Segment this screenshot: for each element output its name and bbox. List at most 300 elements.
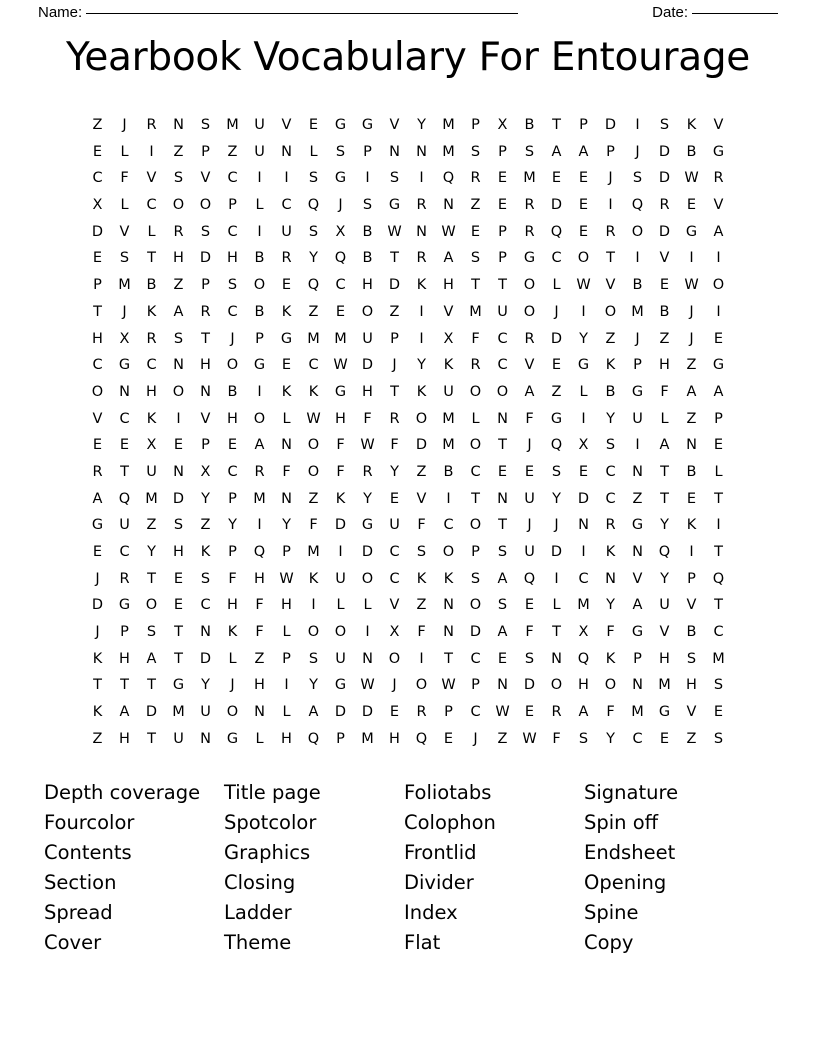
grid-cell[interactable]: W (360, 437, 375, 454)
grid-cell[interactable]: Q (307, 277, 320, 294)
grid-cell[interactable]: J (338, 197, 343, 214)
grid-cell[interactable]: G (361, 117, 374, 133)
grid-cell[interactable]: T (174, 624, 183, 641)
grid-cell[interactable]: M (577, 597, 590, 614)
grid-cell[interactable]: P (633, 357, 642, 374)
grid-cell[interactable]: D (550, 544, 563, 560)
grid-cell[interactable]: M (442, 143, 455, 160)
grid-cell[interactable]: F (228, 570, 237, 587)
grid-cell[interactable]: P (93, 277, 102, 294)
grid-cell[interactable]: H (173, 250, 184, 267)
grid-cell[interactable]: I (689, 250, 694, 267)
grid-cell[interactable]: Z (659, 330, 670, 347)
grid-cell[interactable]: H (443, 277, 454, 294)
grid-cell[interactable]: J (527, 517, 532, 534)
grid-cell[interactable]: K (416, 383, 427, 400)
grid-cell[interactable]: N (443, 624, 454, 641)
grid-cell[interactable]: G (523, 250, 536, 267)
grid-cell[interactable]: C (227, 223, 238, 240)
grid-cell[interactable]: V (605, 277, 616, 294)
grid-cell[interactable]: C (713, 624, 724, 641)
grid-cell[interactable]: O (469, 517, 482, 534)
grid-cell[interactable]: P (201, 277, 210, 294)
grid-cell[interactable]: O (307, 624, 320, 641)
grid-cell[interactable]: T (471, 277, 480, 294)
grid-cell[interactable]: V (686, 597, 697, 614)
grid-cell[interactable]: M (118, 277, 131, 294)
grid-cell[interactable]: E (497, 463, 508, 480)
grid-cell[interactable]: Q (334, 250, 347, 267)
grid-cell[interactable]: D (91, 597, 104, 614)
grid-cell[interactable]: Y (201, 490, 210, 507)
grid-cell[interactable]: X (578, 437, 589, 454)
grid-cell[interactable]: O (145, 597, 158, 614)
grid-cell[interactable]: A (578, 143, 589, 160)
grid-cell[interactable]: E (659, 730, 670, 747)
grid-cell[interactable]: J (230, 677, 235, 694)
grid-cell[interactable]: G (172, 677, 185, 694)
grid-cell[interactable]: R (362, 463, 373, 480)
grid-cell[interactable]: F (525, 410, 534, 427)
grid-cell[interactable]: A (713, 383, 724, 400)
grid-cell[interactable]: G (631, 624, 644, 641)
grid-cell[interactable]: C (497, 330, 508, 347)
grid-cell[interactable]: H (389, 730, 400, 747)
grid-cell[interactable]: I (581, 544, 586, 560)
grid-cell[interactable]: J (95, 570, 100, 587)
grid-cell[interactable]: E (578, 170, 589, 187)
grid-cell[interactable]: S (173, 330, 184, 347)
grid-cell[interactable]: Q (415, 730, 428, 747)
grid-cell[interactable]: U (254, 143, 265, 160)
grid-cell[interactable]: M (172, 704, 185, 721)
grid-cell[interactable]: S (200, 570, 211, 587)
grid-cell[interactable]: R (200, 303, 211, 320)
grid-cell[interactable]: M (307, 544, 320, 560)
grid-cell[interactable]: J (392, 677, 397, 694)
grid-cell[interactable]: L (552, 277, 561, 294)
grid-cell[interactable]: Q (442, 170, 455, 187)
grid-cell[interactable]: N (281, 490, 292, 507)
grid-cell[interactable]: U (200, 704, 211, 721)
grid-cell[interactable]: I (284, 677, 289, 694)
grid-cell[interactable]: E (443, 730, 454, 747)
grid-cell[interactable]: P (201, 437, 210, 454)
grid-cell[interactable]: M (226, 117, 239, 133)
grid-cell[interactable]: U (173, 730, 184, 747)
grid-cell[interactable]: Y (660, 517, 669, 534)
grid-cell[interactable]: K (146, 410, 157, 427)
grid-cell[interactable]: L (120, 197, 129, 214)
grid-cell[interactable]: C (632, 730, 643, 747)
grid-cell[interactable]: N (173, 117, 184, 133)
grid-cell[interactable]: I (419, 650, 424, 667)
grid-cell[interactable]: G (118, 357, 131, 374)
grid-cell[interactable]: Z (308, 303, 319, 320)
grid-cell[interactable]: E (524, 704, 535, 721)
grid-cell[interactable]: Z (686, 357, 697, 374)
grid-cell[interactable]: H (254, 677, 265, 694)
grid-cell[interactable]: K (416, 570, 427, 587)
grid-cell[interactable]: C (281, 197, 292, 214)
grid-cell[interactable]: E (659, 277, 670, 294)
grid-cell[interactable]: F (417, 624, 426, 641)
grid-cell[interactable]: K (200, 544, 211, 560)
grid-cell[interactable]: R (605, 223, 616, 240)
grid-cell[interactable]: M (469, 303, 482, 320)
grid-cell[interactable]: S (713, 677, 724, 694)
grid-cell[interactable]: N (632, 677, 643, 694)
grid-cell[interactable]: X (335, 223, 346, 240)
grid-cell[interactable]: F (255, 597, 264, 614)
grid-cell[interactable]: A (578, 704, 589, 721)
grid-cell[interactable]: Y (363, 490, 372, 507)
grid-cell[interactable]: E (470, 223, 481, 240)
grid-cell[interactable]: I (689, 544, 694, 560)
grid-cell[interactable]: E (119, 437, 130, 454)
grid-cell[interactable]: R (146, 330, 157, 347)
grid-cell[interactable]: Q (307, 197, 320, 214)
grid-cell[interactable]: R (659, 197, 670, 214)
grid-cell[interactable]: P (687, 570, 696, 587)
grid-cell[interactable]: D (145, 704, 158, 721)
grid-cell[interactable]: M (712, 650, 725, 667)
grid-cell[interactable]: J (122, 303, 127, 320)
grid-cell[interactable]: H (146, 383, 157, 400)
grid-cell[interactable]: F (606, 624, 615, 641)
grid-cell[interactable]: C (227, 463, 238, 480)
grid-cell[interactable]: I (716, 517, 721, 534)
grid-cell[interactable]: B (254, 250, 265, 267)
grid-cell[interactable]: C (119, 544, 130, 560)
grid-cell[interactable]: K (92, 650, 103, 667)
grid-cell[interactable]: E (713, 437, 724, 454)
grid-cell[interactable]: D (361, 357, 374, 374)
grid-cell[interactable]: Y (417, 117, 426, 133)
grid-cell[interactable]: E (578, 197, 589, 214)
grid-cell[interactable]: V (659, 624, 670, 641)
grid-cell[interactable]: K (416, 277, 427, 294)
grid-cell[interactable]: O (253, 277, 266, 294)
grid-cell[interactable]: D (334, 704, 347, 721)
grid-cell[interactable]: I (419, 330, 424, 347)
grid-cell[interactable]: C (578, 570, 589, 587)
grid-cell[interactable]: T (471, 490, 480, 507)
grid-cell[interactable]: H (659, 357, 670, 374)
grid-cell[interactable]: I (311, 597, 316, 614)
grid-cell[interactable]: O (415, 410, 428, 427)
grid-cell[interactable]: R (389, 410, 400, 427)
grid-cell[interactable]: J (473, 730, 478, 747)
grid-cell[interactable]: K (281, 303, 292, 320)
word-search-grid[interactable] (84, 112, 732, 753)
grid-cell[interactable]: T (120, 677, 129, 694)
grid-cell[interactable]: Y (147, 544, 156, 560)
grid-cell[interactable]: E (92, 437, 103, 454)
grid-cell[interactable]: Z (308, 490, 319, 507)
grid-cell[interactable]: H (335, 410, 346, 427)
grid-cell[interactable]: D (199, 250, 212, 267)
grid-cell[interactable]: G (550, 410, 563, 427)
grid-cell[interactable]: B (686, 463, 697, 480)
grid-cell[interactable]: S (686, 650, 697, 667)
grid-cell[interactable]: T (714, 544, 723, 560)
grid-cell[interactable]: W (360, 677, 375, 694)
grid-cell[interactable]: L (147, 223, 156, 240)
grid-cell[interactable]: T (660, 490, 669, 507)
grid-cell[interactable]: C (551, 250, 562, 267)
grid-cell[interactable]: S (227, 277, 238, 294)
grid-cell[interactable]: J (554, 303, 559, 320)
grid-cell[interactable]: Y (606, 730, 615, 747)
grid-cell[interactable]: F (309, 517, 318, 534)
grid-cell[interactable]: B (632, 277, 643, 294)
grid-cell[interactable]: S (605, 437, 616, 454)
grid-cell[interactable]: T (714, 490, 723, 507)
grid-cell[interactable]: N (443, 197, 454, 214)
grid-cell[interactable]: A (632, 597, 643, 614)
grid-cell[interactable]: Z (173, 143, 184, 160)
grid-cell[interactable]: H (254, 570, 265, 587)
grid-cell[interactable]: L (471, 410, 480, 427)
grid-cell[interactable]: Z (254, 650, 265, 667)
grid-cell[interactable]: W (306, 410, 321, 427)
grid-cell[interactable]: F (471, 330, 480, 347)
grid-cell[interactable]: F (390, 437, 399, 454)
grid-cell[interactable]: S (173, 517, 184, 534)
grid-cell[interactable]: X (119, 330, 130, 347)
grid-cell[interactable]: S (524, 650, 535, 667)
grid-cell[interactable]: C (92, 170, 103, 187)
grid-cell[interactable]: K (146, 303, 157, 320)
grid-cell[interactable]: Y (660, 570, 669, 587)
grid-cell[interactable]: S (146, 624, 157, 641)
grid-cell[interactable]: O (577, 250, 590, 267)
grid-cell[interactable]: Y (201, 677, 210, 694)
grid-cell[interactable]: E (92, 544, 103, 560)
grid-cell[interactable]: A (497, 570, 508, 587)
grid-cell[interactable]: S (470, 143, 481, 160)
grid-cell[interactable]: M (631, 303, 644, 320)
grid-cell[interactable]: C (308, 357, 319, 374)
grid-cell[interactable]: W (441, 677, 456, 694)
grid-cell[interactable]: Q (253, 544, 266, 560)
grid-cell[interactable]: B (254, 303, 265, 320)
grid-cell[interactable]: G (334, 383, 347, 400)
grid-cell[interactable]: O (91, 383, 104, 400)
grid-cell[interactable]: M (253, 490, 266, 507)
grid-cell[interactable]: M (334, 330, 347, 347)
grid-cell[interactable]: E (281, 277, 292, 294)
grid-cell[interactable]: U (443, 383, 454, 400)
grid-cell[interactable]: T (660, 463, 669, 480)
grid-cell[interactable]: A (173, 303, 184, 320)
grid-cell[interactable]: J (608, 170, 613, 187)
grid-cell[interactable]: O (523, 303, 536, 320)
grid-cell[interactable]: S (416, 544, 427, 560)
grid-cell[interactable]: U (119, 517, 130, 534)
grid-cell[interactable]: S (659, 117, 670, 133)
grid-cell[interactable]: Y (417, 357, 426, 374)
grid-cell[interactable]: E (524, 597, 535, 614)
grid-cell[interactable]: X (389, 624, 400, 641)
grid-cell[interactable]: O (631, 223, 644, 240)
grid-cell[interactable]: N (389, 143, 400, 160)
grid-cell[interactable]: R (173, 223, 184, 240)
grid-cell[interactable]: I (419, 170, 424, 187)
grid-cell[interactable]: N (281, 437, 292, 454)
grid-cell[interactable]: V (524, 357, 535, 374)
grid-cell[interactable]: R (416, 250, 427, 267)
grid-cell[interactable]: S (578, 730, 589, 747)
grid-cell[interactable]: V (713, 197, 724, 214)
grid-cell[interactable]: Q (712, 570, 725, 587)
grid-cell[interactable]: L (714, 463, 723, 480)
grid-cell[interactable]: O (253, 410, 266, 427)
grid-cell[interactable]: Q (658, 544, 671, 560)
grid-cell[interactable]: R (281, 250, 292, 267)
grid-cell[interactable]: W (279, 570, 294, 587)
grid-cell[interactable]: Z (551, 383, 562, 400)
grid-cell[interactable]: R (524, 197, 535, 214)
grid-cell[interactable]: O (496, 383, 509, 400)
grid-cell[interactable]: L (282, 410, 291, 427)
grid-cell[interactable]: U (632, 410, 643, 427)
grid-cell[interactable]: T (174, 650, 183, 667)
grid-cell[interactable]: E (389, 490, 400, 507)
grid-cell[interactable]: I (257, 517, 262, 534)
grid-cell[interactable]: J (122, 117, 127, 133)
grid-cell[interactable]: E (335, 303, 346, 320)
grid-cell[interactable]: D (550, 330, 563, 347)
grid-cell[interactable]: C (227, 303, 238, 320)
grid-cell[interactable]: X (92, 197, 103, 214)
grid-cell[interactable]: M (307, 330, 320, 347)
grid-cell[interactable]: A (713, 223, 724, 240)
grid-cell[interactable]: O (550, 677, 563, 694)
grid-cell[interactable]: N (497, 677, 508, 694)
grid-cell[interactable]: M (361, 730, 374, 747)
grid-cell[interactable]: A (443, 250, 454, 267)
grid-cell[interactable]: O (469, 383, 482, 400)
grid-cell[interactable]: J (527, 437, 532, 454)
grid-cell[interactable]: O (388, 650, 401, 667)
grid-cell[interactable]: A (254, 437, 265, 454)
grid-cell[interactable]: H (119, 730, 130, 747)
grid-cell[interactable]: S (308, 223, 319, 240)
grid-cell[interactable]: U (362, 330, 373, 347)
grid-cell[interactable]: V (146, 170, 157, 187)
grid-cell[interactable]: O (172, 383, 185, 400)
grid-cell[interactable]: N (119, 383, 130, 400)
grid-cell[interactable]: E (173, 597, 184, 614)
grid-cell[interactable]: H (92, 330, 103, 347)
grid-cell[interactable]: A (686, 383, 697, 400)
grid-cell[interactable]: U (254, 117, 265, 133)
grid-cell[interactable]: E (524, 463, 535, 480)
grid-cell[interactable]: A (551, 143, 562, 160)
grid-cell[interactable]: Z (686, 410, 697, 427)
grid-cell[interactable]: P (471, 117, 480, 133)
grid-cell[interactable]: Z (416, 463, 427, 480)
grid-cell[interactable]: Z (605, 330, 616, 347)
grid-cell[interactable]: P (498, 223, 507, 240)
grid-cell[interactable]: F (282, 463, 291, 480)
grid-cell[interactable]: R (92, 463, 103, 480)
grid-cell[interactable]: L (552, 597, 561, 614)
grid-cell[interactable]: C (146, 357, 157, 374)
grid-cell[interactable]: Q (118, 490, 131, 507)
grid-cell[interactable]: C (92, 357, 103, 374)
grid-cell[interactable]: G (577, 357, 590, 374)
grid-cell[interactable]: Y (309, 677, 318, 694)
grid-cell[interactable]: Y (606, 410, 615, 427)
grid-cell[interactable]: E (686, 197, 697, 214)
grid-cell[interactable]: O (307, 437, 320, 454)
grid-cell[interactable]: C (335, 277, 346, 294)
grid-cell[interactable]: Y (579, 330, 588, 347)
grid-cell[interactable]: E (686, 490, 697, 507)
grid-cell[interactable]: G (712, 357, 725, 374)
grid-cell[interactable]: H (362, 277, 373, 294)
grid-cell[interactable]: D (658, 170, 671, 187)
grid-cell[interactable]: S (200, 223, 211, 240)
grid-cell[interactable]: T (201, 330, 210, 347)
grid-cell[interactable]: D (577, 490, 590, 507)
grid-cell[interactable]: T (93, 303, 102, 320)
grid-cell[interactable]: T (552, 624, 561, 641)
grid-cell[interactable]: T (498, 277, 507, 294)
grid-cell[interactable]: E (389, 704, 400, 721)
grid-cell[interactable]: Z (497, 730, 508, 747)
grid-cell[interactable]: G (658, 704, 671, 721)
grid-cell[interactable]: U (335, 570, 346, 587)
grid-cell[interactable]: E (713, 330, 724, 347)
grid-cell[interactable]: B (362, 223, 373, 240)
grid-cell[interactable]: S (389, 170, 400, 187)
grid-cell[interactable]: Y (228, 517, 237, 534)
grid-cell[interactable]: I (716, 303, 721, 320)
grid-cell[interactable]: V (632, 570, 643, 587)
grid-cell[interactable]: G (118, 597, 131, 614)
grid-cell[interactable]: S (524, 143, 535, 160)
grid-cell[interactable]: J (689, 303, 694, 320)
grid-cell[interactable]: P (228, 490, 237, 507)
grid-cell[interactable]: E (308, 117, 319, 133)
grid-cell[interactable]: G (280, 330, 293, 347)
grid-cell[interactable]: E (578, 463, 589, 480)
grid-cell[interactable]: L (228, 650, 237, 667)
grid-cell[interactable]: K (443, 570, 454, 587)
grid-cell[interactable]: O (604, 303, 617, 320)
grid-cell[interactable]: W (684, 170, 699, 187)
grid-cell[interactable]: D (658, 223, 671, 240)
grid-cell[interactable]: Q (631, 197, 644, 214)
grid-cell[interactable]: F (552, 730, 561, 747)
grid-cell[interactable]: L (309, 143, 318, 160)
grid-cell[interactable]: V (713, 117, 724, 133)
grid-cell[interactable]: J (689, 330, 694, 347)
grid-cell[interactable]: L (282, 624, 291, 641)
grid-cell[interactable]: K (686, 117, 697, 133)
grid-cell[interactable]: M (658, 677, 671, 694)
grid-cell[interactable]: G (361, 517, 374, 534)
grid-cell[interactable]: H (659, 650, 670, 667)
grid-cell[interactable]: H (686, 677, 697, 694)
grid-cell[interactable]: H (362, 383, 373, 400)
grid-cell[interactable]: I (446, 490, 451, 507)
grid-cell[interactable]: T (147, 730, 156, 747)
